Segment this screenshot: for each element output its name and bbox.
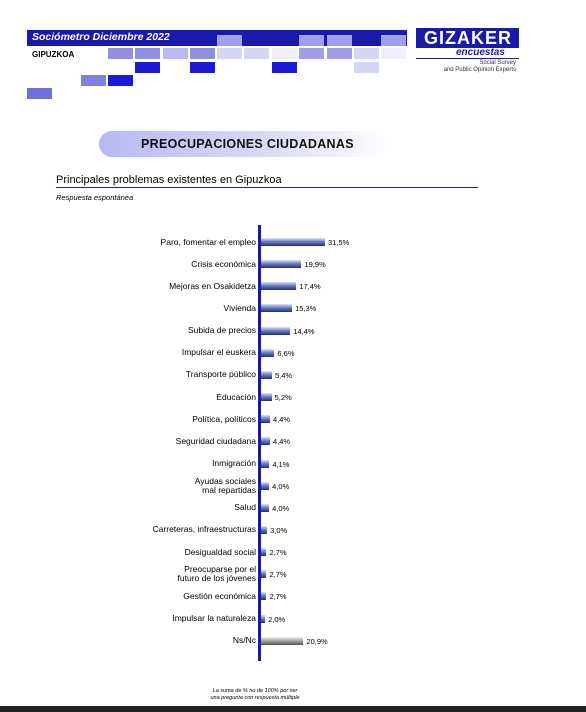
value-label: 5,4% xyxy=(274,370,293,380)
category-label-line: Seguridad ciudadana xyxy=(175,435,256,446)
category-label xyxy=(178,565,256,583)
category-label xyxy=(188,326,256,335)
bar xyxy=(261,615,265,623)
logo-divider xyxy=(416,58,519,59)
value-label: 2,7% xyxy=(269,592,287,602)
bar xyxy=(261,238,325,246)
footnote xyxy=(190,688,320,702)
bar xyxy=(261,637,303,645)
category-label-line: Vivienda xyxy=(223,302,256,313)
logo-tagline-2: and Public Opinion Experts xyxy=(443,67,516,73)
value-label: 17,4% xyxy=(299,282,321,292)
value-label: 2,7% xyxy=(269,548,287,558)
value-label: 19,9% xyxy=(304,260,326,270)
category-label-line: Política, políticos xyxy=(192,413,256,424)
category-label xyxy=(153,525,256,534)
bar xyxy=(261,327,290,335)
category-label xyxy=(212,459,256,468)
value-label: 14,4% xyxy=(293,326,315,336)
category-label-line: mal repartidas xyxy=(202,484,256,495)
value-label: 31,5% xyxy=(328,238,350,247)
value-label: 4,0% xyxy=(272,503,290,513)
category-label-line: Mejoras en Osakidetza xyxy=(169,280,256,291)
footnote-line-2: una pregunta con respuesta múltiple xyxy=(210,695,300,701)
category-label xyxy=(216,393,256,402)
chart-title-underline xyxy=(56,187,478,188)
bar xyxy=(261,592,266,600)
bar xyxy=(261,393,272,401)
category-label-line: Impulsar la naturaleza xyxy=(172,613,256,624)
category-label-line: Subida de precios xyxy=(187,325,256,336)
bar xyxy=(261,460,269,468)
category-label xyxy=(161,238,256,247)
category-label-line: Impulsar el euskera xyxy=(181,347,256,358)
value-label: 3,0% xyxy=(270,525,288,535)
logo-subtitle: encuestas xyxy=(456,47,505,58)
bar xyxy=(261,526,267,534)
category-label-line: Preocuparse por el xyxy=(184,564,256,575)
category-label xyxy=(195,477,256,495)
chart-title: Principales problemas existentes en Gipuzkoa xyxy=(56,174,282,186)
category-label-line: Gestión económica xyxy=(183,590,256,601)
logo: GIZAKER xyxy=(424,28,512,48)
header-region: GIPUZKOA xyxy=(32,50,75,59)
category-label-line: Educación xyxy=(216,391,256,402)
footnote-line-1: La suma de % no de 100% por ser xyxy=(212,688,298,694)
category-label xyxy=(233,636,256,645)
bar xyxy=(261,437,270,445)
category-label-line: Ns/Nc xyxy=(232,635,256,646)
logo-tagline-1: Social Survey xyxy=(479,60,516,66)
category-label xyxy=(191,260,256,269)
category-label xyxy=(186,370,256,379)
category-label xyxy=(224,304,256,313)
category-label-line: Salud xyxy=(234,502,256,513)
chart-subtitle: Respuesta espontánea xyxy=(56,193,134,202)
category-label xyxy=(172,614,256,623)
category-label-line: Inmigración xyxy=(212,458,256,468)
bar xyxy=(261,504,269,512)
category-label-line: Ayudas sociales xyxy=(194,475,256,486)
category-label-line: Crisis económica xyxy=(191,258,256,269)
value-label: 20,9% xyxy=(306,636,328,646)
value-label: 2,7% xyxy=(269,570,287,580)
category-label-line: Carreteras, infraestructuras xyxy=(152,524,256,535)
bar xyxy=(261,570,266,578)
category-label-line: Transporte público xyxy=(185,369,256,380)
category-label xyxy=(182,348,256,357)
header-title: Sociómetro Diciembre 2022 xyxy=(32,31,170,43)
bar xyxy=(261,260,301,268)
section-banner-text: PREOCUPACIONES CIUDADANAS xyxy=(141,137,354,151)
bar xyxy=(261,349,274,357)
value-label: 2,0% xyxy=(268,614,286,624)
value-label: 4,1% xyxy=(272,459,290,469)
bottom-strip xyxy=(0,706,586,712)
category-label-line: futuro de los jóvenes xyxy=(177,573,256,584)
category-label xyxy=(169,282,256,291)
value-label: 15,3% xyxy=(295,304,317,314)
bar xyxy=(261,371,272,379)
category-label xyxy=(185,548,256,557)
value-label: 4,4% xyxy=(272,437,291,447)
category-label xyxy=(176,437,256,446)
value-label: 4,0% xyxy=(272,481,290,491)
bar xyxy=(261,304,292,312)
value-label: 4,4% xyxy=(272,415,291,425)
category-label-line: Desigualdad social xyxy=(184,546,256,557)
value-label: 6,6% xyxy=(277,348,295,358)
category-label xyxy=(192,415,256,424)
category-label xyxy=(234,503,256,512)
bar xyxy=(261,548,266,556)
category-label xyxy=(183,592,256,601)
value-label: 5,2% xyxy=(274,393,292,403)
bar xyxy=(261,482,269,490)
bar xyxy=(261,282,296,290)
bar xyxy=(261,415,270,423)
category-label-line: Paro, fomentar el empleo xyxy=(160,236,256,247)
